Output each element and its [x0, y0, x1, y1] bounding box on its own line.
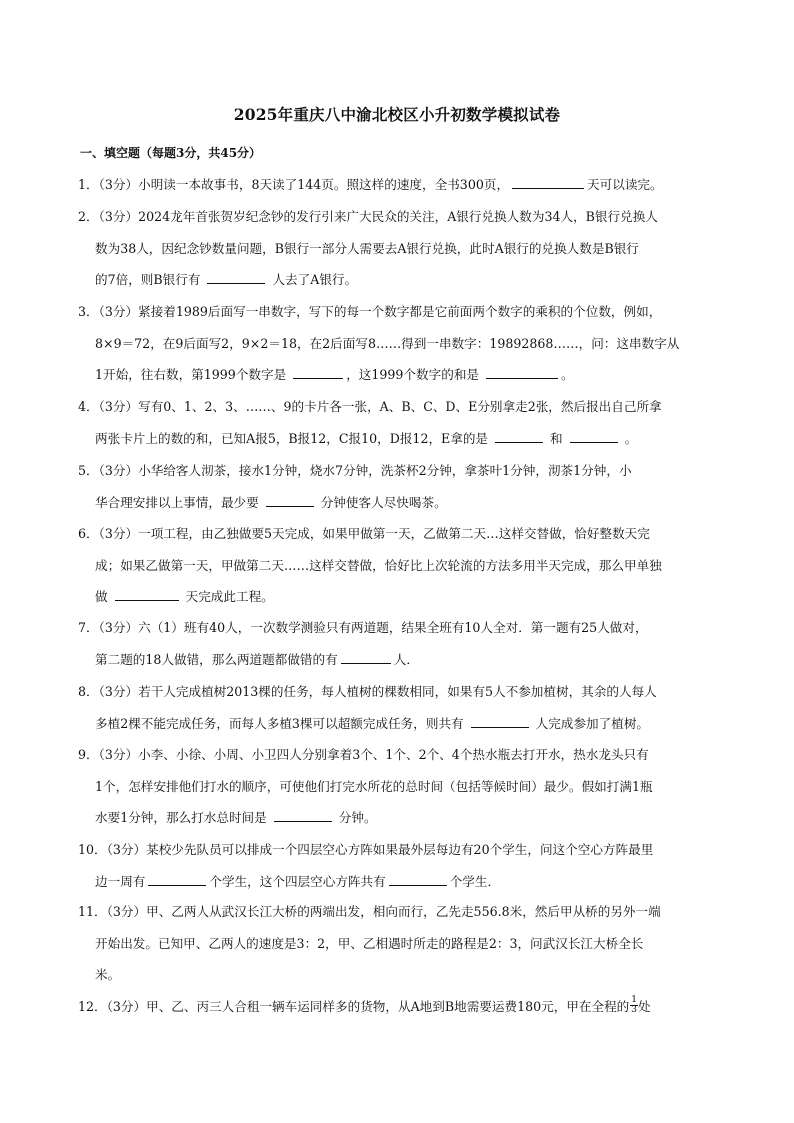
question-text: ，这1999个数字的和是: [346, 367, 484, 383]
question-text: 成；如果乙做第一天，甲做第二天……这样交替做，恰好比上次轮流的方法多用半天完成，那么甲单独: [95, 557, 662, 573]
answer-blank[interactable]: [274, 808, 332, 822]
question-7-line: [95, 650, 419, 670]
question-11-line: [95, 965, 120, 985]
question-text: 。: [620, 430, 638, 446]
question-text: 处: [638, 999, 651, 1014]
question-text: 和: [546, 430, 567, 446]
question-6-line: [95, 587, 274, 607]
answer-blank[interactable]: [389, 872, 447, 886]
answer-blank[interactable]: [512, 175, 584, 189]
question-7-line: [78, 618, 648, 638]
fraction-denominator: 3: [631, 1005, 638, 1015]
question-text: 10．（3分）某校少先队员可以排成一个四层空心方阵如果最外层每边有20个学生，问这个空心方阵最里: [78, 842, 654, 857]
question-text: 开始出发。已知甲、乙两人的速度是3：2，甲、乙相遇时所走的路程是2：3，问武汉长江大桥全长: [95, 935, 644, 951]
question-9-line: [95, 777, 653, 797]
question-text: 分钟。: [334, 810, 377, 826]
question-text: 2．（3分）2024龙年首张贺岁纪念钞的发行引来广大民众的关注，A银行兑换人数为34人，B银行兑换人: [78, 209, 658, 224]
fraction: [630, 996, 638, 1015]
question-3-line: [95, 365, 574, 385]
question-2-line: [78, 207, 658, 227]
question-4-line: [95, 429, 637, 449]
question-text: 8．（3分）若干人完成植树2013棵的任务，每人植树的棵数相同，如果有5人不参加植树，其余的人每人: [78, 684, 657, 699]
question-text: 华合理安排以上事情，最少要: [95, 494, 263, 510]
question-text: 5．（3分）小华给客人沏茶，接水1分钟，烧水7分钟，洗茶杯2分钟，拿茶叶1分钟，沏茶1分钟，小: [78, 463, 632, 478]
question-text: 11．（3分）甲、乙两人从武汉长江大桥的两端出发，相向而行，乙先走556.8米，然后甲从桥的另外一端: [78, 904, 661, 919]
question-text: 边一周有: [95, 873, 146, 889]
answer-blank[interactable]: [266, 493, 314, 507]
question-text: 的7倍，则B银行有: [95, 272, 205, 288]
question-2-line: [95, 270, 357, 290]
question-text: 个学生．: [449, 873, 501, 889]
question-text: 12．（3分）甲、乙、丙三人合租一辆车运同样多的货物，从A地到B地需要运费180元，甲在全程的: [78, 999, 630, 1014]
answer-blank[interactable]: [495, 429, 543, 443]
question-8-line: [78, 682, 657, 702]
answer-blank[interactable]: [207, 270, 265, 284]
question-text: 人．: [393, 651, 419, 667]
question-text: 6．（3分）一项工程，由乙独做要5天完成，如果甲做第一天，乙做第二天…这样交替做，恰好整数天完: [78, 526, 650, 541]
question-text: 米。: [95, 967, 121, 983]
question-9-line: [78, 745, 649, 765]
answer-blank[interactable]: [293, 365, 343, 379]
answer-blank[interactable]: [341, 650, 391, 664]
question-text: 天可以读完。: [587, 177, 663, 192]
question-11-line: [95, 934, 643, 954]
question-10-line: [95, 872, 500, 892]
question-text: 第二题的18人做错，那么两道题都做错的有: [95, 651, 338, 667]
section-heading-fill-in: 一、填空题（每题3分，共45分）: [80, 146, 262, 160]
question-text: 1个，怎样安排他们打水的顺序，可使他们打完水所花的总时间（包括等候时间）最少。假如打满1瓶: [95, 778, 653, 794]
question-10-line: [78, 840, 653, 860]
question-text: 做: [95, 589, 112, 605]
question-8-line: [95, 714, 649, 734]
question-text: 8×9＝72，在9后面写2，9×2＝18，在2后面写8……得到一串数字：19892868……，问：这串数字从: [95, 335, 680, 351]
question-11-line: [78, 902, 661, 922]
question-text: 7．（3分）六（1）班有40人，一次数学测验只有两道题，结果全班有10人全对．第一题有25人做对，: [78, 620, 648, 635]
question-1-line: [78, 175, 663, 195]
question-6-line: [78, 524, 650, 544]
answer-blank[interactable]: [486, 365, 558, 379]
question-text: 。: [561, 367, 574, 383]
question-3-line: [78, 302, 661, 322]
question-text: 天完成此工程。: [181, 589, 274, 605]
answer-blank[interactable]: [570, 429, 618, 443]
question-5-line: [78, 461, 632, 481]
question-9-line: [95, 808, 377, 828]
question-6-line: [95, 556, 662, 576]
question-text: 人去了A银行。: [268, 272, 358, 288]
question-text: 1．（3分）小明读一本故事书，8天读了144页。照这样的速度，全书300页，: [78, 177, 510, 192]
question-text: 两张卡片上的数的和，已知A报5，B报12，C报10，D报12，E拿的是: [95, 430, 493, 446]
question-12-line: [78, 997, 651, 1017]
question-5-line: [95, 493, 447, 513]
answer-blank[interactable]: [471, 714, 529, 728]
question-text: 个学生，这个四层空心方阵共有: [209, 873, 386, 889]
question-text: 多植2棵不能完成任务，而每人多植3棵可以超额完成任务，则共有: [95, 715, 468, 731]
question-text: 水要1分钟，那么打水总时间是: [95, 810, 271, 826]
question-text: 分钟使客人尽快喝茶。: [316, 494, 447, 510]
question-text: 数为38人，因纪念钞数量问题，B银行一部分人需要去A银行兑换，此时A银行的兑换人数是B银行: [95, 240, 639, 256]
question-3-line: [95, 334, 679, 354]
question-2-line: [95, 239, 639, 259]
answer-blank[interactable]: [148, 872, 206, 886]
answer-blank[interactable]: [115, 587, 179, 601]
question-text: 1开始，往右数，第1999个数字是: [95, 367, 291, 383]
question-text: 4．（3分）写有0、1、2、3、……、9的卡片各一张，A、B、C、D、E分别拿走2张，然后报出自己所拿: [78, 399, 662, 414]
question-text: 3．（3分）紧接着1989后面写一串数字，写下的每一个数字都是它前面两个数字的乘积的个位数，例如，: [78, 304, 662, 319]
fraction-numerator: 1: [631, 995, 638, 1005]
question-text: 人完成参加了植树。: [531, 715, 650, 731]
question-text: 9．（3分）小李、小徐、小周、小卫四人分别拿着3个、1个、2个、4个热水瓶去打开水，热水龙头只有: [78, 747, 649, 762]
question-4-line: [78, 397, 662, 417]
exam-title: 2025年重庆八中渝北校区小升初数学模拟试卷: [233, 105, 561, 124]
